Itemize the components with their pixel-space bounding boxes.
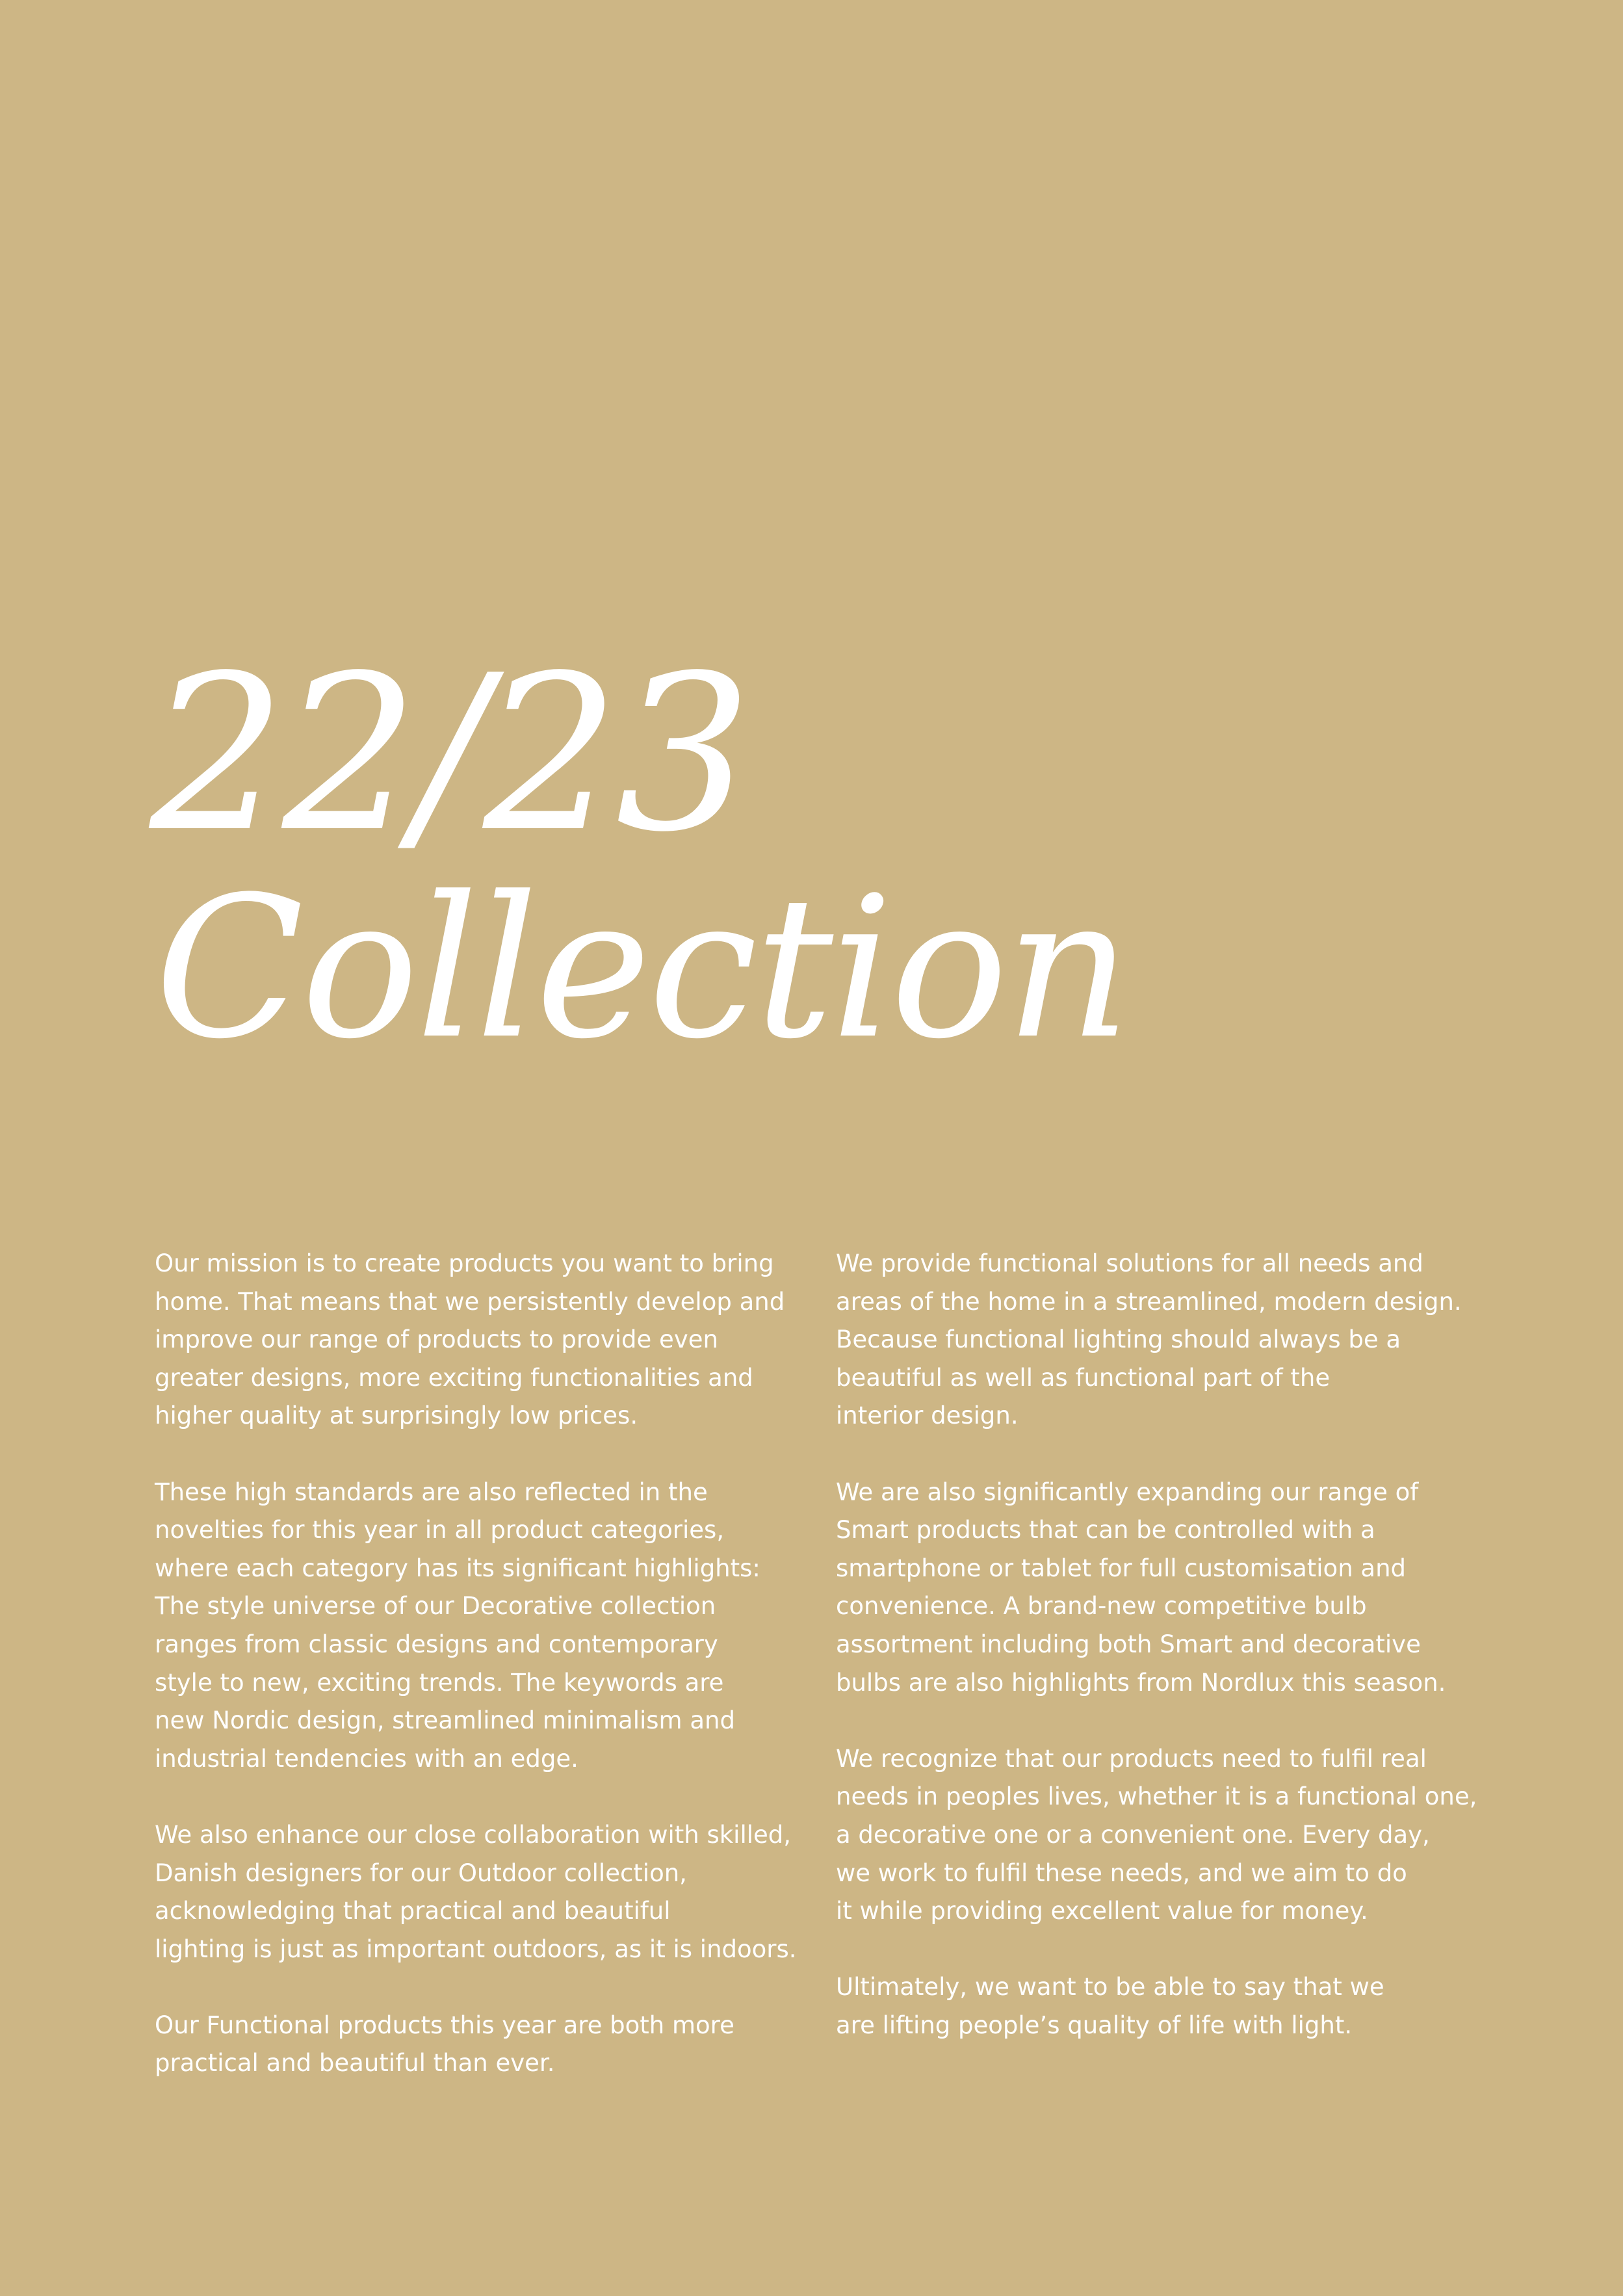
paragraph-mission: Our mission is to create products you want to bring home. That means that we persistently develop and improve our range of products to provide even greater designs, more exciting functionalities and higher quality at surprisingly low prices. xyxy=(155,1249,785,1430)
body-text-columns xyxy=(155,1245,1487,2121)
collection-title: Collection xyxy=(155,855,1128,1082)
right-column xyxy=(836,1245,1486,2121)
paragraph-ultimately: Ultimately, we want to be able to say that we are lifting people’s quality of life with light. xyxy=(836,1973,1384,2039)
collection-year: 22/23 xyxy=(149,629,749,879)
left-column xyxy=(155,1245,805,2121)
paragraph-solutions: We provide functional solutions for all needs and areas of the home in a streamlined, modern design. Because functional lighting should always be a beautiful as well as functional part of the interior design. xyxy=(836,1249,1462,1430)
page-heading xyxy=(149,629,1128,1082)
paragraph-functional: Our Functional products this year are both more practical and beautiful than ever. xyxy=(155,2011,734,2078)
paragraph-needs: We recognize that our products need to fulfil real needs in peoples lives, whether it is a functional one, a decorative one or a convenient one. Every day, we work to fulfil these needs, and we aim to do it while providing excellent value for money. xyxy=(836,1744,1477,1925)
paragraph-smart: We are also significantly expanding our range of Smart products that can be controlled with a smartphone or tablet for full customisation and convenience. A brand-new competitive bulb assortment including both Smart and decorative bulbs are also highlights from Nordlux this season. xyxy=(836,1478,1446,1697)
paragraph-outdoor: We also enhance our close collaboration with skilled, Danish designers for our Outdoor collection, acknowledging that practical and beautiful lighting is just as important outdoors, as it is indoors. xyxy=(155,1820,797,1963)
paragraph-standards: These high standards are also reflected in the novelties for this year in all product categories, where each category has its significant highlights: The style universe of our Decorative collection ranges from classic designs and contemporary style to new, exciting trends. The keywords are new Nordic design, streamlined minimalism and industrial tendencies with an edge. xyxy=(155,1478,760,1773)
